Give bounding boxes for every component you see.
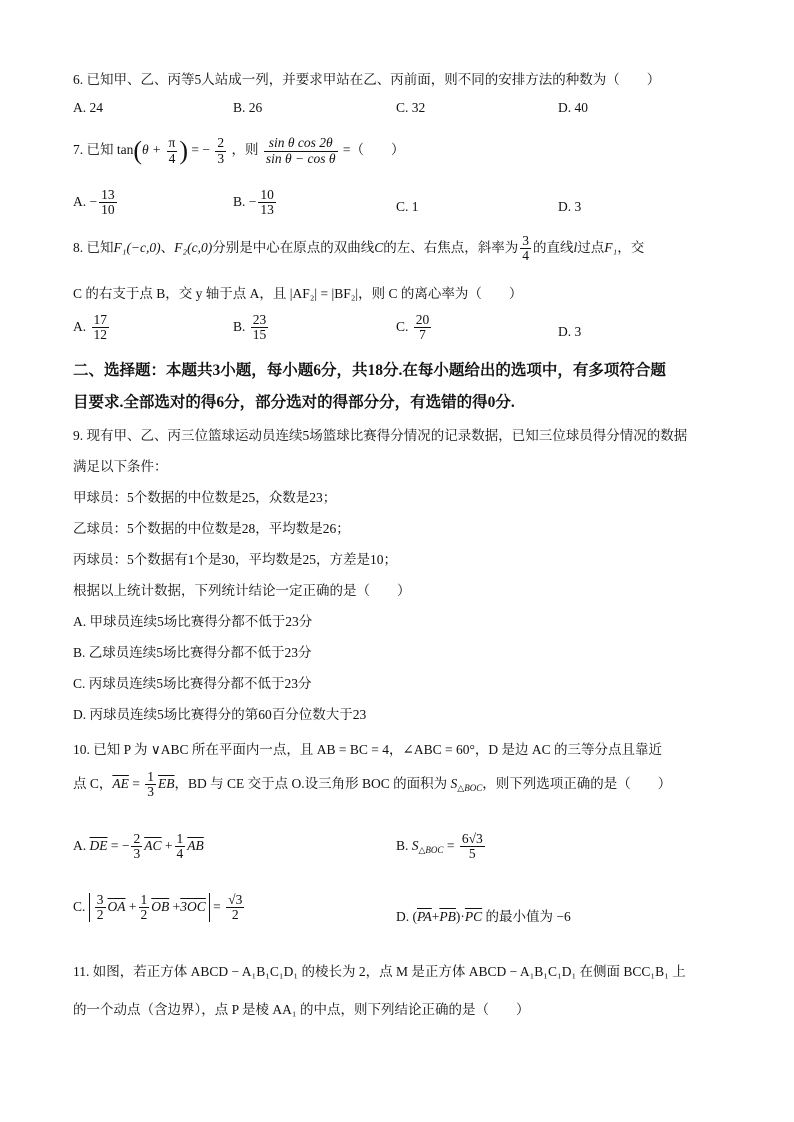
q7-option-b: B. − $\frac{10}{13}$ xyxy=(233,187,274,218)
q7-two-thirds: $\frac{2}{3}$ xyxy=(217,135,225,166)
q9-option-c: C. 丙球员连续5场比赛得分都不低于23分 xyxy=(73,676,312,691)
q8-slope: $\frac{3}{4}$ xyxy=(522,233,529,264)
q8-option-a: A. $\frac{17}{12}$ xyxy=(73,312,107,343)
q6-option-b: B. 26 xyxy=(233,100,263,115)
section2-line2: 目要求.全部选对的得6分，部分选对的得部分分，有选错的得0分. xyxy=(73,394,515,411)
q9-option-a: A. 甲球员连续5场比赛得分都不低于23分 xyxy=(73,614,313,629)
q7-theta-plus: θ + xyxy=(142,142,162,158)
q7-prefix: 7. 已知 xyxy=(73,142,114,158)
q7-option-c: C. 1 xyxy=(396,199,419,214)
q6-option-c: C. 32 xyxy=(396,100,426,115)
q7-stem xyxy=(73,136,405,166)
q10-option-c: C. $\frac{3}{2}$ $\overline{OA}$ + $\frac{1}{2}$ $\overline{OB} +3OC$ = $\frac{√3}{2}$ xyxy=(73,892,243,923)
q9-option-d: D. 丙球员连续5场比赛得分的第60百分位数大于23 xyxy=(73,707,367,722)
q7-option-a: A. − $\frac{13}{10}$ xyxy=(73,187,115,218)
q6-stem: 6. 已知甲、乙、丙等5人站成一列，并要求甲站在乙、丙前面，则不同的安排方法的种数为（ ） xyxy=(73,72,661,87)
q10-option-d: D. $(\overline{PA}+\overline{PB})\cdot\overline{PC}$ 的最小值为 −6 xyxy=(396,909,571,924)
q9-yi: 乙球员：5个数据的中位数是28，平均数是26； xyxy=(73,521,350,536)
q9-bing: 丙球员：5个数据有1个是30，平均数是25，方差是10； xyxy=(73,552,397,567)
q8-option-d: D. 3 xyxy=(558,324,582,339)
q7-paren-close: ) xyxy=(179,136,189,165)
q11-line1: 11. 如图，若正方体 ABCD − A₁B₁C₁D₁ 的棱长为 2，点 M 是正方体 ABCD − A₁B₁C₁D₁ 在侧面 BCC₁B₁ 上 xyxy=(73,964,686,979)
q8-option-c: C. $\frac{20}{7}$ xyxy=(396,312,430,343)
q8-line2: C 的右支于点 B，交 y 轴于点 A，且 |AF₂| = |BF₂|，则 C 的离心率为（ ） xyxy=(73,286,523,301)
q10-option-b: B. $S_{\triangle BOC}$ = $\frac{6√3}{5}$ xyxy=(396,831,483,862)
q9-line1: 9. 现有甲、乙、丙三位篮球运动员连续5场篮球比赛得分情况的记录数据，已知三位球员得分情况的数据 xyxy=(73,428,688,443)
q8-line1: 8. 已知F₁(−c,0)、F₂(c,0)分别是中心在原点的双曲线C的左、右焦点，斜率为 $\frac{3}{4}$ 的直线l过点F₁，交 xyxy=(73,233,645,264)
q7-paren-open: ( xyxy=(133,136,143,165)
q8-option-b: B. $\frac{23}{15}$ xyxy=(233,312,267,343)
q7-tan: tan xyxy=(116,142,134,158)
q7-pi-over-4: $\frac{\pi}{4}$ xyxy=(168,135,176,166)
q9-jia: 甲球员：5个数据的中位数是25，众数是23； xyxy=(73,490,337,505)
q7-ratio: $\frac{\text{sin θ cos 2θ}}{\text{sin θ − cos θ}}$ xyxy=(265,135,336,166)
q6-option-a: A. 24 xyxy=(73,100,103,115)
q7-eq-neg: = − xyxy=(191,142,211,158)
q11-line2: 的一个动点（含边界），点 P 是棱 AA₁ 的中点，则下列结论正确的是（ ） xyxy=(73,1002,530,1017)
q8-f2: F₂(c,0) xyxy=(174,239,213,255)
q10-option-a: A. $\overline{DE}$ = − $\frac{2}{3}$ $\overline{AC}$ + $\frac{1}{4}$ $\overline{AB}$ xyxy=(73,831,204,862)
q9-ask: 根据以上统计数据，下列统计结论一定正确的是（ ） xyxy=(73,583,411,598)
q10-line1: 10. 已知 P 为 ∨ABC 所在平面内一点，且 AB = BC = 4，∠ABC = 60°，D 是边 AC 的三等分点且靠近 xyxy=(73,742,662,757)
q9-line2: 满足以下条件： xyxy=(73,459,168,474)
q7-then: ，则 xyxy=(231,142,259,158)
q7-option-d: D. 3 xyxy=(558,199,582,214)
q8-f1: F₁(−c,0) xyxy=(113,239,161,255)
section2-line1: 二、选择题：本题共3小题，每小题6分，共18分.在每小题给出的选项中，有多项符合题 xyxy=(73,362,666,379)
q7-tail: =（ ） xyxy=(342,142,405,158)
q9-option-b: B. 乙球员连续5场比赛得分都不低于23分 xyxy=(73,645,312,660)
q10-line2: 点 C，$\overline{AE}$ = $\frac{1}{3}$ $\overline{EB}$，BD 与 CE 交于点 O.设三角形 BOC 的面积为 $S_{\triangle BOC}$，则下列选项正确的是（ ） xyxy=(73,769,672,800)
q6-option-d: D. 40 xyxy=(558,100,588,115)
